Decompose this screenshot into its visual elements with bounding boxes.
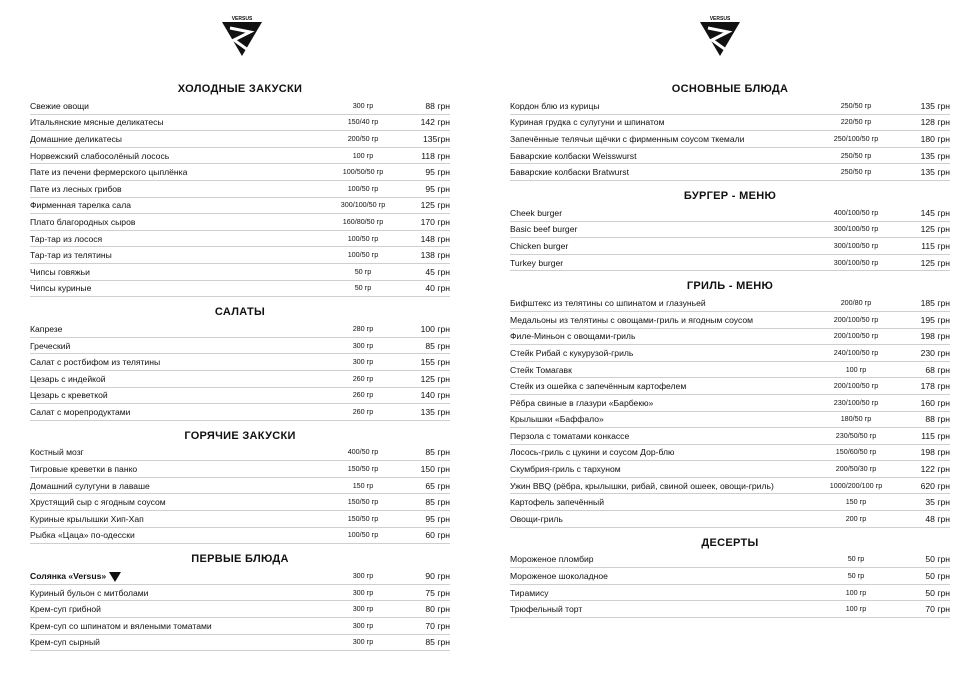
menu-item-name-text: Баварские колбаски Bratwurst: [510, 167, 629, 178]
menu-item-name-text: Рыбка «Цаца» по-одесски: [30, 530, 135, 541]
menu-item-name-text: Свежие овощи: [30, 100, 89, 111]
menu-item-weight: 50 гр: [847, 554, 865, 564]
menu-item-price: 88 грн: [425, 100, 450, 111]
menu-item-row: [30, 321, 450, 338]
menu-item-price: 155 грн: [420, 357, 450, 368]
menu-item-row: [510, 461, 950, 478]
menu-item-price: 85 грн: [425, 447, 450, 458]
section-title: ХОЛОДНЫЕ ЗАКУСКИ: [177, 83, 303, 95]
right-menu-sections: [510, 80, 950, 618]
menu-item-name-text: Тигровые креветки в панко: [30, 464, 138, 475]
menu-item-row: [510, 428, 950, 445]
menu-item-weight: 100/50 гр: [347, 233, 379, 243]
menu-item-weight: 220/50 гр: [840, 117, 872, 127]
menu-item-price: 70 грн: [925, 604, 950, 615]
menu-item-price: 135 грн: [920, 100, 950, 111]
menu-item-weight: 100 гр: [845, 604, 867, 614]
menu-item-row: [510, 445, 950, 462]
menu-item-name-text: Медальоны из телятины с овощами-гриль и ягодным соусом: [510, 314, 754, 325]
menu-item-price: 50 грн: [925, 571, 950, 582]
menu-item-name: [30, 585, 328, 601]
menu-item-name-text: Цезарь с индейкой: [30, 373, 106, 384]
menu-item-price: 145 грн: [920, 207, 950, 218]
menu-item-price: 135 грн: [920, 150, 950, 161]
menu-item-price: 195 грн: [920, 314, 950, 325]
menu-item-price: 90 грн: [425, 571, 450, 582]
menu-item-name: [510, 345, 814, 361]
menu-item-name: [30, 511, 328, 527]
menu-item-name: [30, 181, 328, 197]
menu-item-weight: 230/100/50 гр: [833, 397, 879, 407]
menu-item-name: [510, 411, 814, 427]
menu-item-weight: 300/100/50 гр: [340, 200, 386, 210]
menu-item-name-text: Перзола с томатами конкассе: [510, 430, 630, 441]
menu-item-row: [510, 255, 950, 272]
menu-item-name: [30, 114, 328, 130]
menu-item-weight: 200/100/50 гр: [833, 381, 879, 391]
menu-item-name: [30, 494, 328, 510]
menu-item-price: 48 грн: [925, 513, 950, 524]
menu-item-price: 138 грн: [420, 250, 450, 261]
menu-item-row: [510, 511, 950, 528]
menu-item-name-text: Плато благородных сыров: [30, 216, 136, 227]
menu-item-row: [510, 164, 950, 181]
menu-item-name: [30, 264, 328, 280]
menu-item-row: [30, 445, 450, 462]
section-title: САЛАТЫ: [214, 306, 266, 319]
menu-item-name: [30, 247, 328, 263]
menu-item-weight: 100/50 гр: [347, 250, 379, 260]
menu-item-weight: 400/50 гр: [347, 447, 379, 457]
menu-item-weight: 250/50 гр: [840, 167, 872, 177]
menu-item-weight: 180/50 гр: [840, 414, 872, 424]
menu-item-weight: 300 гр: [352, 357, 374, 367]
menu-item-row: [30, 354, 450, 371]
menu-item-name: [510, 478, 814, 494]
menu-item-name-text: Стейк Рибай с кукурузой-гриль: [510, 347, 634, 358]
menu-item-name: [510, 312, 814, 328]
menu-item-row: [510, 205, 950, 222]
menu-item-row: [30, 585, 450, 602]
menu-item-row: [30, 164, 450, 181]
menu-item-price: 80 грн: [425, 604, 450, 615]
menu-item-name-text: Кордон блю из курицы: [510, 100, 600, 111]
menu-item-name: [30, 371, 328, 387]
menu-item-price: 150 грн: [420, 464, 450, 475]
menu-item-name: [30, 354, 328, 370]
menu-item-name-text: Трюфельный торт: [510, 604, 583, 615]
menu-item-price: 45 грн: [425, 266, 450, 277]
menu-item-weight: 250/50 гр: [840, 100, 872, 110]
menu-item-weight: 150/40 гр: [347, 117, 379, 127]
menu-item-weight: 200/100/50 гр: [833, 331, 879, 341]
menu-item-name-text: Фирменная тарелка сала: [30, 200, 132, 211]
menu-item-row: [30, 478, 450, 495]
menu-item-row: [510, 552, 950, 569]
menu-item-weight: 300 гр: [352, 620, 374, 630]
menu-item-price: 142 грн: [420, 117, 450, 128]
menu-item-row: [510, 412, 950, 429]
menu-item-price: 50 грн: [925, 587, 950, 598]
menu-item-row: [30, 264, 450, 281]
menu-item-name: [510, 148, 814, 164]
menu-item-name-text: Салат с ростбифом из телятины: [30, 357, 161, 368]
menu-item-name: [510, 238, 814, 254]
menu-item-name-text: Греческий: [30, 340, 71, 351]
menu-item-weight: 250/100/50 гр: [833, 133, 879, 143]
menu-item-row: [510, 98, 950, 115]
menu-item-row: [30, 601, 450, 618]
menu-item-weight: 300/100/50 гр: [833, 240, 879, 250]
menu-item-row: [510, 148, 950, 165]
menu-item-name: [30, 280, 328, 296]
menu-item-weight: 280 гр: [352, 323, 374, 333]
menu-item-name-text: Пате из печени фермерского цыплёнка: [30, 167, 188, 178]
menu-item-weight: 100/50/50 гр: [342, 167, 384, 177]
menu-item-name: [30, 461, 328, 477]
menu-item-name: [510, 568, 814, 584]
menu-item-name-text: Итальянские мясные деликатесы: [30, 117, 164, 128]
menu-item-price: 620 грн: [920, 480, 950, 491]
menu-item-price: 135грн: [423, 133, 450, 144]
menu-item-price: 70 грн: [425, 620, 450, 631]
menu-item-row: [510, 585, 950, 602]
menu-item-row: [510, 345, 950, 362]
menu-item-row: [510, 312, 950, 329]
menu-item-weight: 300/100/50 гр: [833, 257, 879, 267]
menu-item-row: [510, 222, 950, 239]
menu-item-row: [30, 231, 450, 248]
menu-item-price: 180 грн: [920, 133, 950, 144]
section-title: ПЕРВЫЕ БЛЮДА: [191, 553, 289, 566]
menu-item-price: 40 грн: [425, 283, 450, 294]
menu-item-row: [30, 528, 450, 545]
menu-item-price: 68 грн: [925, 364, 950, 375]
left-menu-sections: [30, 80, 450, 651]
menu-item-price: 185 грн: [920, 298, 950, 309]
menu-item-row: [30, 461, 450, 478]
menu-item-price: 88 грн: [925, 414, 950, 425]
versus-logo-icon: [220, 14, 264, 58]
section-title: ОСНОВНЫЕ БЛЮДА: [671, 83, 789, 95]
menu-item-row: [30, 181, 450, 198]
menu-item-row: [510, 478, 950, 495]
menu-item-name: [510, 494, 814, 510]
menu-item-name-text: Филе-Миньон с овощами-гриль: [510, 331, 636, 342]
menu-item-weight: 50 гр: [354, 283, 372, 293]
menu-item-price: 230 грн: [920, 347, 950, 358]
menu-item-row: [30, 98, 450, 115]
menu-item-weight: 240/100/50 гр: [833, 347, 879, 357]
menu-item-price: 125 грн: [420, 200, 450, 211]
menu-item-name-text: Костный мозг: [30, 447, 84, 458]
menu-item-name: [510, 295, 814, 311]
menu-item-weight: 200/50/30 гр: [835, 464, 877, 474]
menu-item-row: [30, 371, 450, 388]
menu-item-price: 198 грн: [920, 447, 950, 458]
menu-item-name-text: Норвежский слабосолёный лосось: [30, 150, 170, 161]
menu-item-price: 85 грн: [425, 497, 450, 508]
menu-item-name-text: Лосось-гриль с цукини и соусом Дор-блю: [510, 447, 675, 458]
menu-item-weight: 150 гр: [845, 497, 867, 507]
menu-item-weight: 250/50 гр: [840, 150, 872, 160]
menu-item-row: [510, 378, 950, 395]
menu-item-weight: 300/100/50 гр: [833, 224, 879, 234]
menu-item-price: 65 грн: [425, 480, 450, 491]
menu-item-price: 35 грн: [925, 497, 950, 508]
menu-item-row: [30, 214, 450, 231]
menu-item-row: [30, 281, 450, 298]
menu-item-row: [510, 494, 950, 511]
menu-item-row: [510, 329, 950, 346]
menu-item-name-text: Рёбра свиные в глазури «Барбекю»: [510, 397, 654, 408]
menu-item-price: 85 грн: [425, 637, 450, 648]
menu-item-name: [30, 387, 328, 403]
menu-item-weight: 300 гр: [352, 340, 374, 350]
menu-item-name-text: Тар-тар из телятины: [30, 250, 112, 261]
menu-item-name-text: Куриный бульон с митболами: [30, 587, 149, 598]
menu-item-weight: 200/100/50 гр: [833, 314, 879, 324]
menu-item-price: 122 грн: [920, 464, 950, 475]
menu-item-name: [510, 205, 814, 221]
menu-item-row: [510, 362, 950, 379]
menu-item-row: [510, 131, 950, 148]
menu-item-name-text: Овощи-гриль: [510, 513, 563, 524]
menu-item-weight: 100/50 гр: [347, 183, 379, 193]
menu-item-name-text: Чипсы говяжьи: [30, 266, 90, 277]
menu-item-name-text: Домашние деликатесы: [30, 133, 122, 144]
menu-item-row: [30, 404, 450, 421]
menu-item-name-text: Turkey burger: [510, 257, 564, 268]
menu-item-name-text: Цезарь с креветкой: [30, 390, 108, 401]
menu-item-price: 100 грн: [420, 323, 450, 334]
menu-item-name: [510, 164, 814, 180]
menu-item-price: 95 грн: [425, 513, 450, 524]
menu-item-weight: 200/50 гр: [347, 133, 379, 143]
menu-item-price: 148 грн: [420, 233, 450, 244]
menu-item-weight: 200 гр: [845, 513, 867, 523]
menu-item-name: [30, 197, 328, 213]
menu-item-name: [30, 404, 328, 420]
menu-item-name-text: Баварские колбаски Weisswurst: [510, 150, 637, 161]
menu-item-name: [30, 634, 328, 650]
menu-item-price: 85 грн: [425, 340, 450, 351]
menu-item-name: [510, 255, 814, 271]
menu-item-name-text: Хрустящий сыр с ягодным соусом: [30, 497, 166, 508]
menu-item-row: [510, 568, 950, 585]
section-title: ДЕСЕРТЫ: [701, 536, 759, 549]
menu-item-name: [510, 362, 814, 378]
menu-item-price: 128 грн: [920, 117, 950, 128]
menu-item-name: [30, 478, 328, 494]
menu-item-price: 95 грн: [425, 167, 450, 178]
menu-item-name: [510, 131, 814, 147]
menu-item-name: [510, 551, 814, 567]
menu-item-row: [30, 115, 450, 132]
menu-item-name: [30, 231, 328, 247]
menu-item-row: [30, 511, 450, 528]
menu-item-name-text: Cheek burger: [510, 207, 563, 218]
menu-item-price: 118 грн: [421, 150, 450, 161]
menu-item-name-text: Домашний сулугуни в лаваше: [30, 480, 150, 491]
menu-item-price: 125 грн: [920, 224, 950, 235]
menu-item-price: 60 грн: [425, 530, 450, 541]
menu-item-name-text: Капрезе: [30, 323, 63, 334]
menu-item-price: 178 грн: [920, 381, 950, 392]
menu-item-name-text: Крем-суп со шпинатом и вялеными томатами: [30, 620, 212, 631]
menu-item-name-text: Мороженое шоколадное: [510, 571, 608, 582]
menu-item-name: [30, 164, 328, 180]
menu-item-name: [30, 444, 328, 460]
menu-item-name: [30, 601, 328, 617]
menu-item-name: [510, 585, 814, 601]
menu-item-name-text: Пате из лесных грибов: [30, 183, 122, 194]
menu-item-price: 135 грн: [420, 406, 450, 417]
menu-item-price: 170 грн: [420, 216, 450, 227]
logo-text: VERSUS: [231, 16, 253, 22]
menu-item-row: [30, 338, 450, 355]
menu-item-name-text: Картофель запечённый: [510, 497, 605, 508]
section-title: ГРИЛЬ - МЕНЮ: [686, 280, 774, 293]
menu-item-name-text: Крем-суп грибной: [30, 604, 101, 615]
menu-item-name: [510, 511, 814, 527]
menu-item-weight: 160/80/50 гр: [342, 216, 384, 226]
menu-item-name-text: Солянка «Versus»: [30, 571, 107, 582]
menu-item-name-text: Стейк Томагавк: [510, 364, 572, 375]
versus-logo-icon: [698, 14, 742, 58]
menu-item-weight: 300 гр: [352, 604, 374, 614]
menu-item-name: [510, 114, 814, 130]
menu-item-weight: 260 гр: [352, 390, 374, 400]
menu-item-weight: 150/60/50 гр: [835, 447, 877, 457]
menu-item-name: [510, 378, 814, 394]
menu-item-row: [30, 635, 450, 652]
menu-item-name: [30, 527, 328, 543]
menu-item-weight: 100 гр: [845, 364, 867, 374]
menu-item-name: [510, 98, 814, 114]
menu-item-weight: 260 гр: [352, 406, 374, 416]
menu-item-name: [510, 428, 814, 444]
menu-item-row: [30, 494, 450, 511]
section-title: БУРГЕР - МЕНЮ: [683, 189, 777, 202]
menu-item-name: [30, 214, 328, 230]
menu-item-name: [30, 131, 328, 147]
menu-item-price: 75 грн: [425, 587, 450, 598]
menu-item-weight: 300 гр: [352, 637, 374, 647]
menu-item-name-text: Салат с морепродуктами: [30, 406, 131, 417]
menu-item-name: [30, 148, 328, 164]
menu-item-weight: 200/80 гр: [840, 298, 872, 308]
menu-item-weight: 1000/200/100 гр: [829, 480, 883, 490]
menu-item-name: [30, 618, 328, 634]
menu-item-price: 135 грн: [920, 167, 950, 178]
menu-item-price: 95 грн: [425, 183, 450, 194]
menu-item-price: 160 грн: [920, 397, 950, 408]
menu-item-name: [30, 338, 328, 354]
menu-item-name-text: Chicken burger: [510, 240, 569, 251]
menu-item-row: [30, 388, 450, 405]
menu-item-name-text: Basic beef burger: [510, 224, 578, 235]
menu-item-weight: 50 гр: [354, 266, 372, 276]
menu-item-row: [30, 568, 450, 585]
menu-item-price: 125 грн: [920, 257, 950, 268]
menu-item-name-text: Крылышки «Баффало»: [510, 414, 604, 425]
menu-item-weight: 230/50/50 гр: [835, 430, 877, 440]
menu-item-row: [510, 601, 950, 618]
menu-item-weight: 150/50 гр: [347, 513, 379, 523]
menu-item-row: [30, 198, 450, 215]
menu-item-price: 198 грн: [920, 331, 950, 342]
menu-item-row: [30, 618, 450, 635]
menu-item-name-text: Чипсы куриные: [30, 283, 92, 294]
menu-item-name: [510, 461, 814, 477]
menu-item-weight: 300 гр: [352, 571, 374, 581]
menu-item-name-text: Куриные крылышки Хип-Хап: [30, 513, 144, 524]
menu-item-weight: 100/50 гр: [347, 530, 379, 540]
menu-item-name-text: Стейк из ошейка с запечённым картофелем: [510, 381, 687, 392]
menu-item-weight: 100 гр: [845, 587, 867, 597]
menu-item-row: [510, 238, 950, 255]
menu-item-price: 125 грн: [420, 373, 450, 384]
menu-item-weight: 300 гр: [352, 587, 374, 597]
menu-item-price: 140 грн: [420, 390, 450, 401]
menu-item-row: [30, 148, 450, 165]
menu-item-name-text: Крем-суп сырный: [30, 637, 100, 648]
menu-item-row: [510, 295, 950, 312]
menu-item-row: [510, 395, 950, 412]
menu-item-name-text: Запечённые телячьи щёчки с фирменным соусом ткемали: [510, 133, 745, 144]
menu-item-weight: 50 гр: [847, 571, 865, 581]
menu-item-name: [510, 444, 814, 460]
menu-item-weight: 300 гр: [352, 100, 374, 110]
menu-item-name-text: Тирамису: [510, 587, 549, 598]
menu-item-name: [510, 328, 814, 344]
menu-item-name-text: Тар-тар из лосося: [30, 233, 103, 244]
menu-item-price: 50 грн: [925, 554, 950, 565]
menu-item-row: [30, 247, 450, 264]
menu-item-name-text: Куриная грудка с сулугуни и шпинатом: [510, 117, 665, 128]
menu-item-name: [510, 601, 814, 617]
section-title: ГОРЯЧИЕ ЗАКУСКИ: [184, 429, 296, 442]
menu-item-name-text: Ужин BBQ (рёбра, крылышки, рибай, свиной ошеек, овощи-гриль): [510, 480, 774, 491]
menu-item-name: [510, 395, 814, 411]
menu-item-weight: 150 гр: [352, 480, 374, 490]
logo-text: VERSUS: [709, 16, 731, 22]
menu-item-name: [30, 98, 328, 114]
menu-item-name: [30, 568, 328, 584]
menu-item-name-text: Мороженое пломбир: [510, 554, 594, 565]
versus-mini-logo-icon: [109, 572, 121, 582]
menu-item-name-text: Скумбрия-гриль с тархуном: [510, 464, 621, 475]
menu-item-weight: 260 гр: [352, 373, 374, 383]
menu-item-row: [30, 131, 450, 148]
menu-item-weight: 100 гр: [352, 150, 374, 160]
menu-item-name: [510, 221, 814, 237]
menu-item-name: [30, 321, 328, 337]
menu-item-row: [510, 115, 950, 132]
menu-item-price: 115 грн: [921, 240, 950, 251]
menu-item-weight: 150/50 гр: [347, 497, 379, 507]
menu-item-price: 115 грн: [921, 430, 950, 441]
menu-item-weight: 400/100/50 гр: [833, 207, 879, 217]
menu-item-weight: 150/50 гр: [347, 464, 379, 474]
menu-item-name-text: Бифштекс из телятины со шпинатом и глазуньей: [510, 298, 706, 309]
